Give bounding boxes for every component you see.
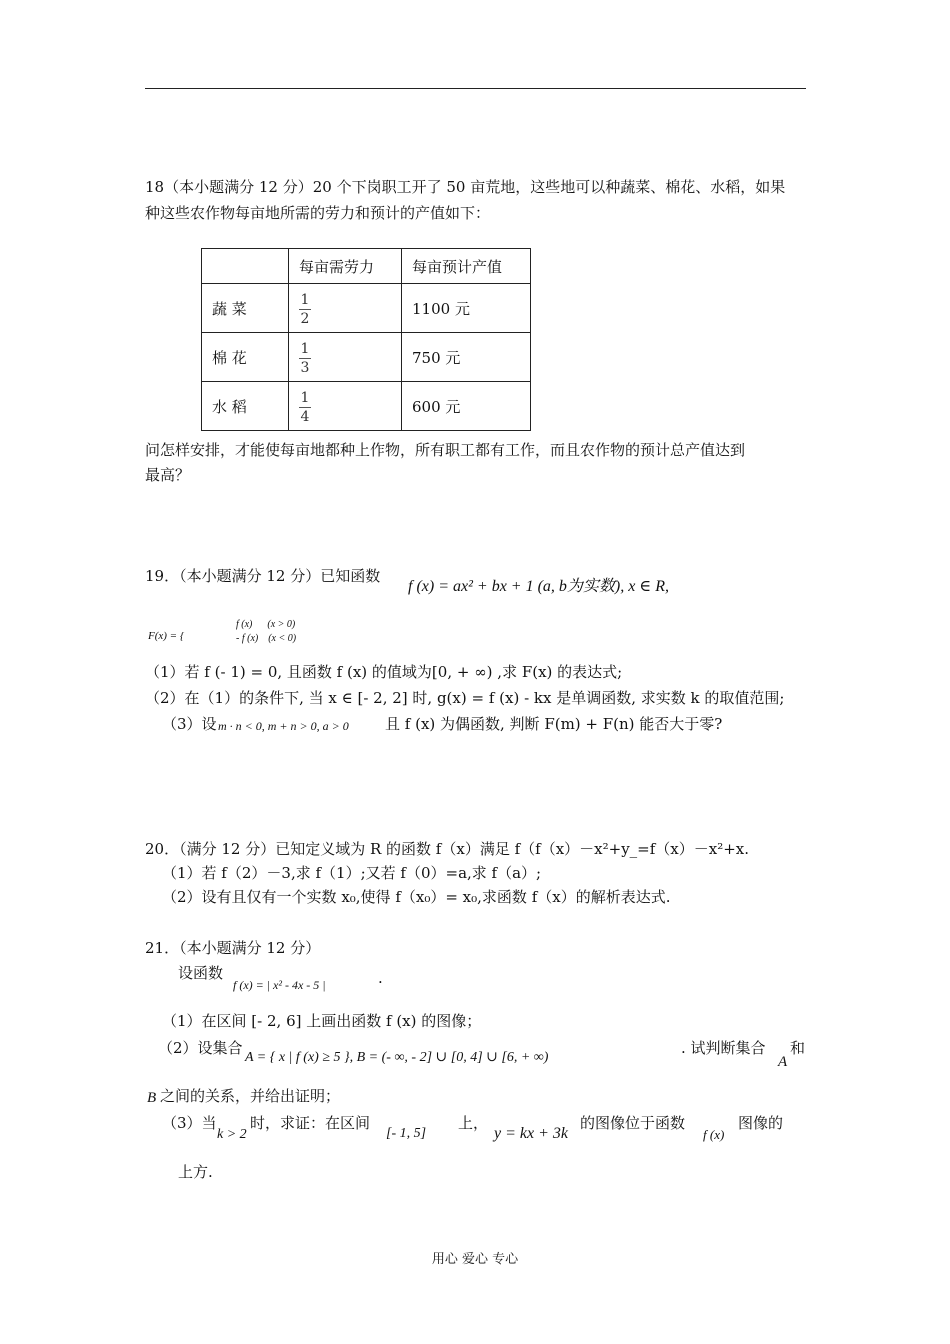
header-rule [145, 88, 806, 89]
q21-function-end: . [378, 969, 383, 987]
q21-part2-text: . 试判断集合 [681, 1039, 766, 1057]
q21-title: 21．（本小题满分 12 分） [145, 939, 321, 957]
fraction-numerator: 1 [300, 389, 310, 406]
q21-part3-k: k > 2 [217, 1127, 247, 1142]
crop-name: 棉 花 [202, 333, 289, 382]
crop-value: 1100 元 [402, 284, 531, 333]
q19-part1: （1）若 f (- 1) = 0, 且函数 f (x) 的值域为[0, + ∞) ,求 F(x) 的表达式; [145, 663, 623, 681]
table-header-cell: 每亩预计产值 [402, 249, 531, 284]
q21-part3-text4: 图像的 [738, 1114, 784, 1132]
q18-line1: 18（本小题满分 12 分）20 个下岗职工开了 50 亩荒地，这些地可以种蔬菜、棉花、水稻，如果 [145, 178, 786, 196]
table-row [202, 382, 531, 431]
q19-part3-label: （3）设 [162, 715, 217, 733]
q20-part1: （1）若 f（2）－3,求 f（1）;又若 f（0）=a,求 f（a）; [162, 864, 542, 882]
table-row [202, 333, 531, 382]
labor-fraction [289, 382, 402, 431]
q21-part3-text2: 上， [458, 1114, 489, 1132]
q21-set-A: A [778, 1054, 788, 1070]
crop-name: 蔬 菜 [202, 284, 289, 333]
table-header-row [202, 249, 531, 284]
page-footer: 用心 爱心 专心 [431, 1252, 519, 1267]
q21-part2-and: 和 [790, 1039, 806, 1057]
q21-intro: 设函数 [178, 964, 224, 982]
fraction-denominator: 2 [300, 310, 310, 327]
table-row [202, 284, 531, 333]
q21-part3-label: （3）当 [162, 1114, 217, 1132]
q21-part3-interval: [- 1, 5] [386, 1126, 427, 1141]
q21-part2-label: （2）设集合 [158, 1039, 243, 1057]
fraction-denominator: 4 [300, 408, 310, 425]
q21-part3-text3: 的图像位于函数 [580, 1114, 686, 1132]
labor-fraction [289, 284, 402, 333]
table-header-cell: 每亩需劳力 [289, 249, 402, 284]
q21-part3-text5: 上方. [178, 1163, 213, 1181]
fraction-numerator: 1 [300, 291, 310, 308]
q19-piecewise-lhs: F(x) = { [148, 630, 185, 642]
q21-part1: （1）在区间 [- 2, 6] 上画出函数 f (x) 的图像； [162, 1012, 482, 1030]
q21-part3-fx: f (x) [703, 1127, 725, 1142]
q21-part2-relation: 之间的关系，并给出证明； [160, 1087, 341, 1105]
q19-part3-text: 且 f (x) 为偶函数, 判断 F(m) + F(n) 能否大于零? [385, 715, 723, 733]
q21-part2-sets: A = { x | f (x) ≥ 5 }, B = (- ∞, - 2] ∪ [0, 4] ∪ [6, + ∞) [245, 1050, 549, 1065]
fraction-numerator: 1 [300, 340, 310, 357]
crop-name: 水 稻 [202, 382, 289, 431]
q21-part3-line: y = kx + 3k [494, 1125, 568, 1142]
q19-piece2: - f (x) (x < 0) [236, 633, 297, 644]
labor-fraction [289, 333, 402, 382]
q18-line3: 问怎样安排，才能使每亩地都种上作物，所有职工都有工作，而且农作物的预计总产值达到 [145, 441, 746, 459]
crop-value: 750 元 [402, 333, 531, 382]
table-header-cell [202, 249, 289, 284]
q19-part3-condition: m · n < 0, m + n > 0, a > 0 [218, 719, 349, 733]
q19-intro: 19．（本小题满分 12 分）已知函数 [145, 567, 381, 585]
q21-part3-text1: 时，求证：在区间 [250, 1114, 371, 1132]
q20-line1: 20．（满分 12 分）已知定义域为 R 的函数 f（x）满足 f（f（x）－x²+y_=f（x）－x²+x. [145, 840, 750, 858]
q19-function: f (x) = ax² + bx + 1 (a, b为实数), x ∈ R, [408, 578, 669, 595]
crop-table [201, 248, 531, 431]
fraction-denominator: 3 [300, 359, 310, 376]
q19-piece1: f (x) (x > 0) [236, 619, 296, 630]
q19-part2: （2）在（1）的条件下, 当 x ∈ [- 2, 2] 时, g(x) = f (x) - kx 是单调函数, 求实数 k 的取值范围; [145, 689, 785, 707]
crop-value: 600 元 [402, 382, 531, 431]
q21-set-B: B [147, 1090, 157, 1106]
q20-part2: （2）设有且仅有一个实数 x₀,使得 f（x₀）= x₀,求函数 f（x）的解析表达式. [162, 888, 671, 906]
q21-function: f (x) = | x² - 4x - 5 | [233, 978, 326, 992]
q18-line4: 最高？ [145, 466, 191, 484]
q18-line2: 种这些农作物每亩地所需的劳力和预计的产值如下： [145, 204, 491, 222]
